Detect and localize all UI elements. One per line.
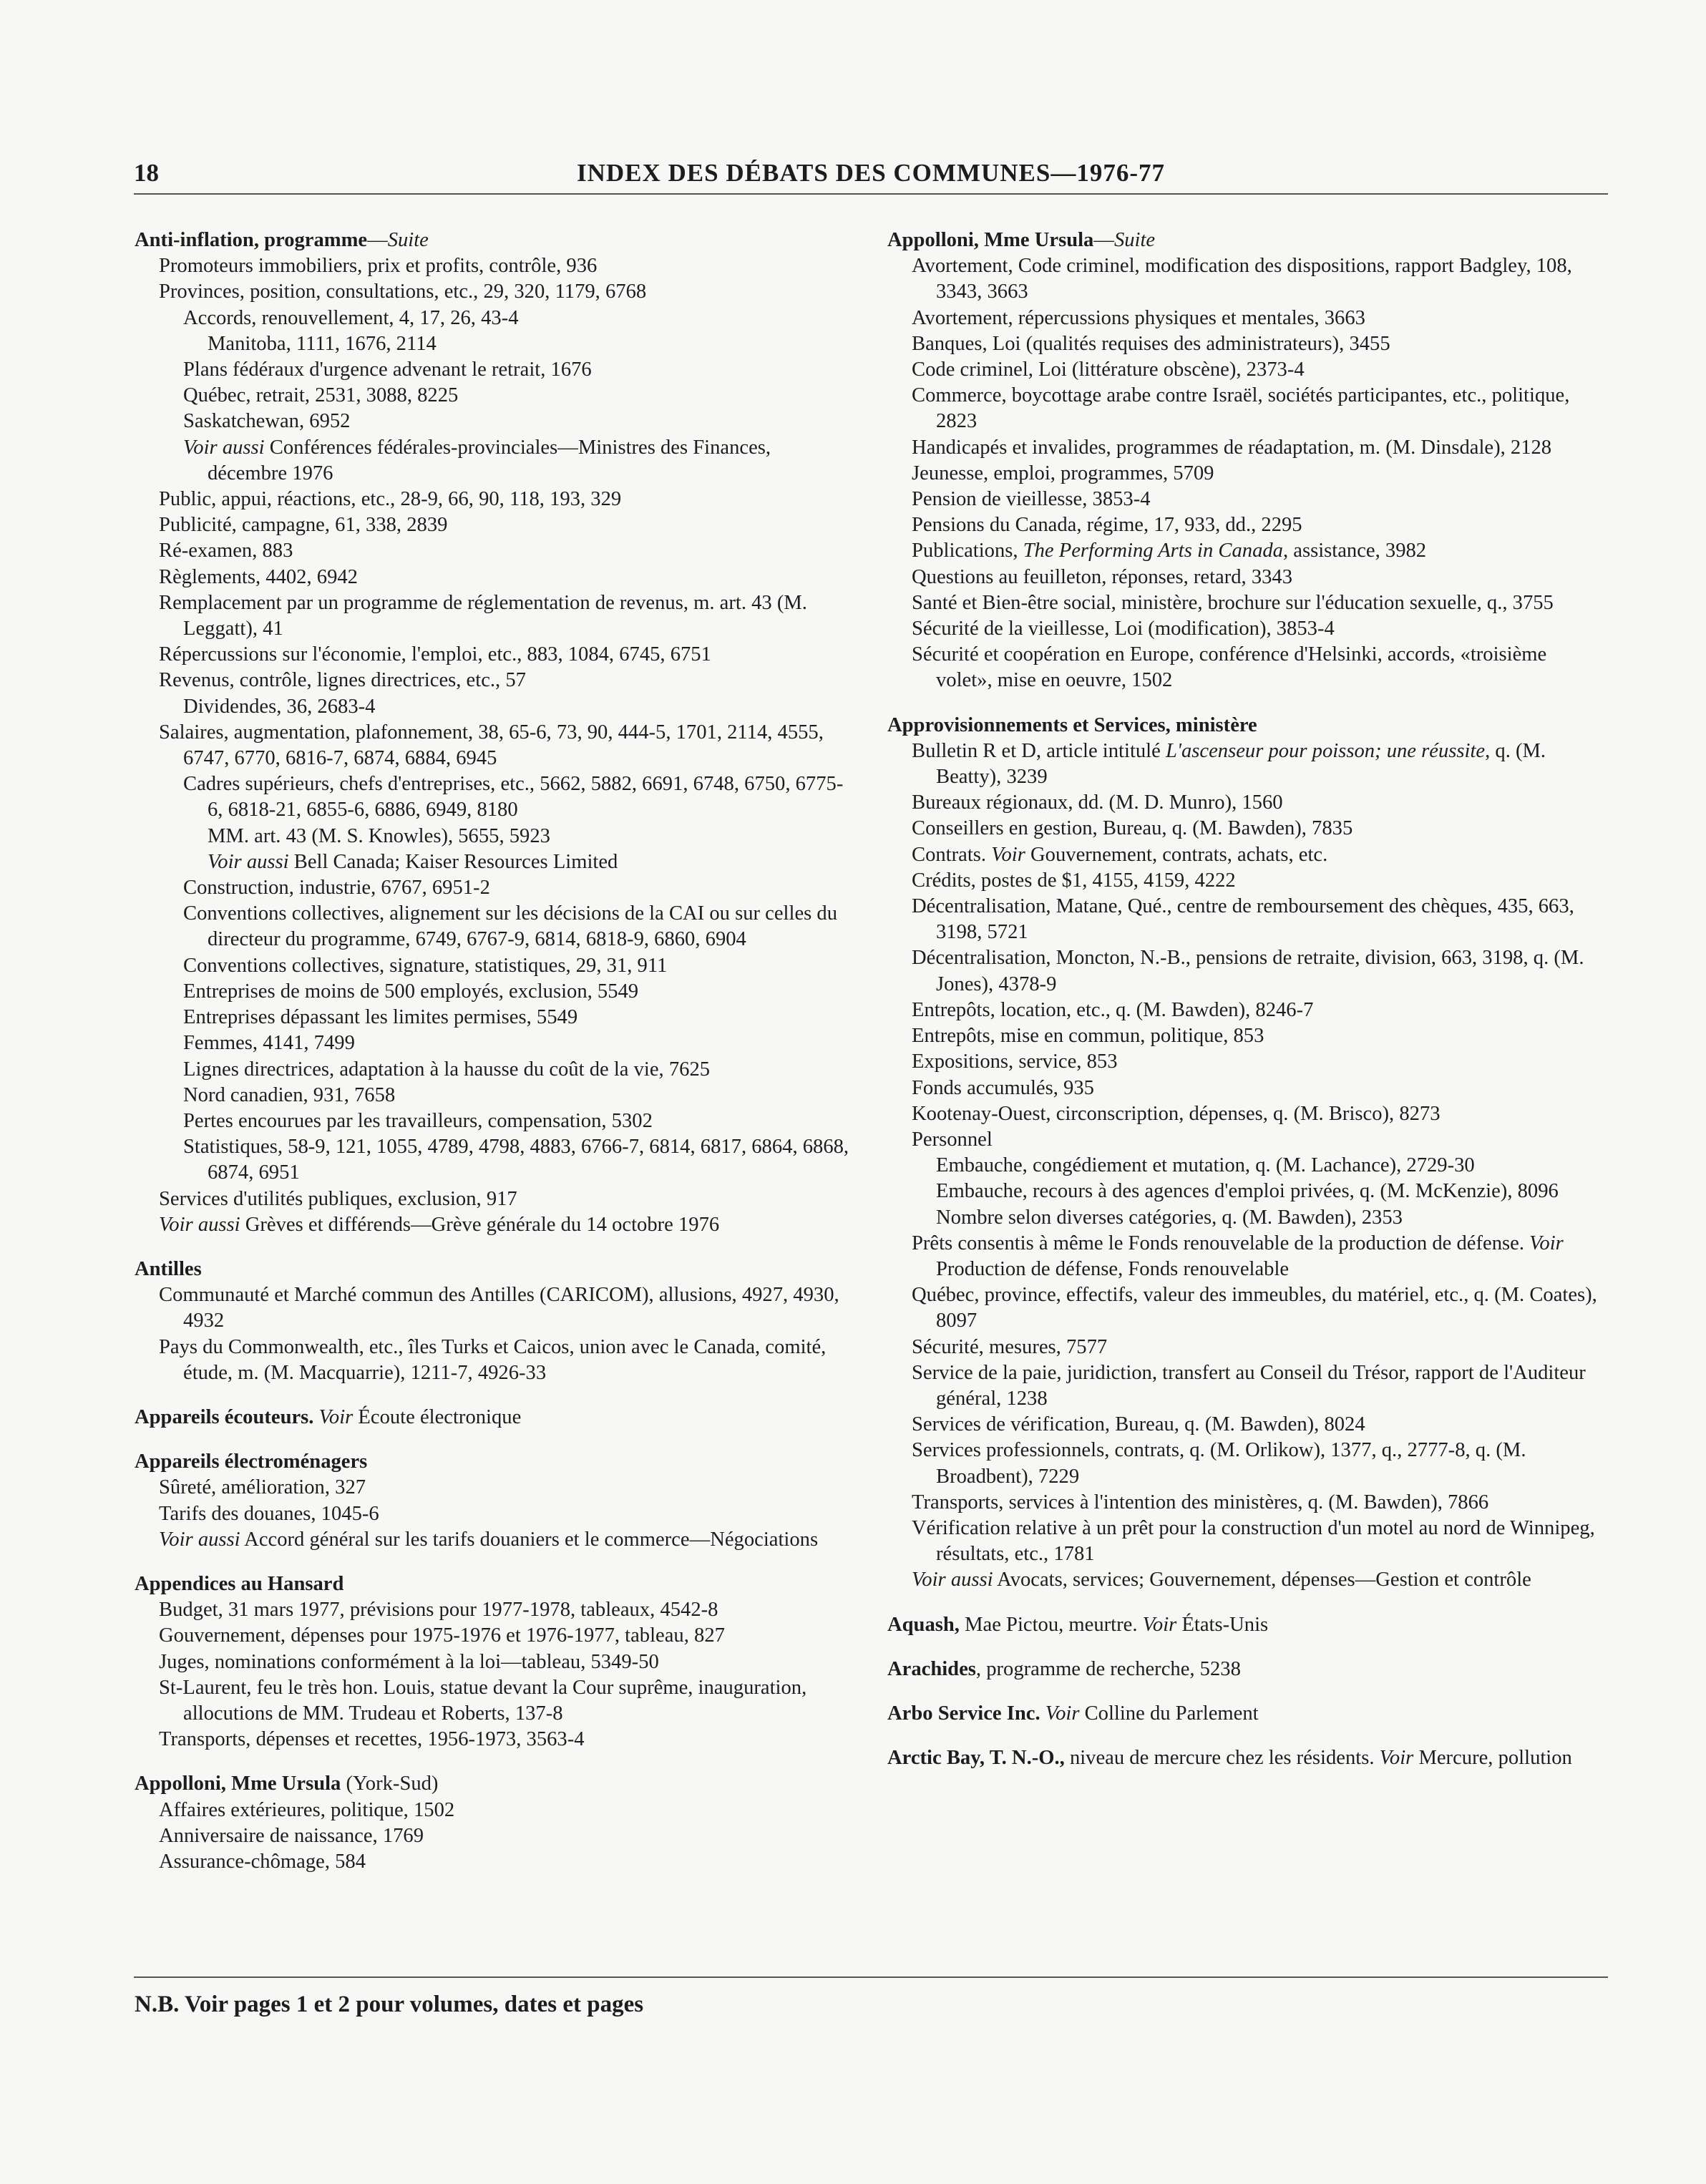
page-number: 18 — [134, 159, 159, 187]
index-subentry — [135, 979, 850, 1005]
index-heading — [135, 228, 850, 253]
index-text: Dividendes, 36, 2683-4 — [183, 695, 376, 718]
index-subentry — [135, 1335, 850, 1386]
index-text: Services d'utilités publiques, exclusion, 917 — [159, 1187, 517, 1210]
index-subentry — [887, 512, 1603, 538]
index-subentry — [887, 738, 1603, 790]
index-subentry — [887, 1049, 1603, 1075]
index-text: Code criminel, Loi (littérature obscène), 2373-4 — [912, 359, 1305, 381]
index-entry — [887, 1745, 1603, 1771]
index-text: Anti-inflation, programme — [135, 229, 368, 251]
index-subentry — [135, 1475, 850, 1501]
index-text: Arbo Service Inc. — [887, 1702, 1040, 1725]
index-text: L'ascenseur pour poisson; une réussite — [1165, 739, 1486, 762]
index-text: Approvisionnements et Services, ministère — [887, 713, 1257, 736]
index-subentry — [135, 253, 850, 279]
index-text: Lignes directrices, adaptation à la hausse du coût de la vie, 7625 — [183, 1058, 711, 1081]
index-text: Saskatchewan, 6952 — [183, 410, 351, 433]
index-subentry — [135, 901, 850, 952]
index-text: Entrepôts, mise en commun, politique, 853 — [912, 1025, 1264, 1048]
index-text: Banques, Loi (qualités requises des administrateurs), 3455 — [912, 332, 1390, 355]
index-subentry — [135, 565, 850, 590]
index-subentry — [135, 331, 850, 357]
index-text: Ré-examen, 883 — [159, 540, 293, 562]
index-text — [313, 1406, 318, 1428]
index-text: Québec, retrait, 2531, 3088, 8225 — [183, 384, 459, 407]
index-text: Communauté et Marché commun des Antilles (CARICOM), allusions, 4927, 4930, 4932 — [159, 1284, 839, 1332]
index-subentry — [135, 1727, 850, 1752]
index-entry — [135, 1257, 850, 1386]
index-entry — [887, 713, 1603, 1594]
index-heading — [135, 1571, 850, 1597]
index-text: Accord général sur les tarifs douaniers et le commerce—Négociations — [240, 1528, 819, 1551]
index-text: Sécurité, mesures, 7577 — [912, 1335, 1108, 1358]
index-text: Santé et Bien-être social, ministère, brochure sur l'éducation sexuelle, q., 3755 — [912, 591, 1554, 614]
index-subentry — [135, 487, 850, 512]
index-heading — [887, 713, 1603, 738]
index-subentry — [135, 1501, 850, 1527]
index-text: Personnel — [912, 1128, 993, 1151]
index-subentry — [887, 1127, 1603, 1153]
index-subentry — [135, 512, 850, 538]
index-text: Voir — [1529, 1232, 1564, 1254]
index-subentry — [135, 953, 850, 979]
index-text: Écoute électronique — [353, 1405, 522, 1428]
index-text: Décentralisation, Matane, Qué., centre de remboursement des chèques, 435, 663, 3198, 5721 — [912, 895, 1574, 944]
index-subentry — [887, 331, 1603, 357]
index-subentry — [135, 1675, 850, 1727]
index-text: Mae Pictou, meurtre. — [959, 1613, 1143, 1636]
index-text: Voir — [1142, 1613, 1177, 1636]
index-column-left — [135, 228, 850, 1893]
index-subentry — [135, 279, 850, 305]
index-heading — [887, 1745, 1603, 1771]
index-subentry — [887, 1076, 1603, 1101]
index-text: Vérification relative à un prêt pour la construction d'un motel au nord de Winnipeg, résultats, etc., 1781 — [912, 1516, 1595, 1566]
index-subentry — [887, 1360, 1603, 1412]
index-entry — [135, 1449, 850, 1553]
index-text: Revenus, contrôle, lignes directrices, etc., 57 — [159, 669, 526, 692]
index-text: Promoteurs immobiliers, prix et profits, contrôle, 936 — [159, 255, 598, 278]
index-subentry — [887, 487, 1603, 512]
index-subentry — [135, 1186, 850, 1212]
index-subentry — [135, 357, 850, 383]
index-text: Colline du Parlement — [1079, 1702, 1259, 1725]
index-subentry — [135, 1030, 850, 1056]
index-text: Voir aussi — [159, 1213, 240, 1236]
index-text: Publications, — [912, 540, 1023, 562]
index-text: Nord canadien, 931, 7658 — [183, 1083, 396, 1106]
index-text: Voir aussi — [159, 1528, 240, 1551]
index-subentry — [887, 998, 1603, 1023]
index-subentry — [887, 1516, 1603, 1567]
index-subentry — [887, 1335, 1603, 1360]
index-text: , assistance, 3982 — [1282, 540, 1427, 562]
index-text: , programme de recherche, 5238 — [975, 1657, 1241, 1680]
index-subentry — [887, 1179, 1603, 1204]
index-subentry — [135, 1798, 850, 1823]
index-text: Pays du Commonwealth, etc., îles Turks et Caicos, union avec le Canada, comité, étude, m. (M. Macquarrie), 1211-7, 4926-33 — [159, 1335, 827, 1384]
index-subentry — [887, 945, 1603, 997]
index-text: , q. (M. Beatty), 3239 — [936, 739, 1546, 789]
index-text: Voir — [1379, 1747, 1414, 1770]
index-subentry — [887, 642, 1603, 693]
index-entry — [887, 1657, 1603, 1682]
index-subentry — [887, 461, 1603, 487]
index-text: — — [367, 229, 388, 251]
index-subentry — [887, 1412, 1603, 1438]
index-text: Voir — [991, 843, 1025, 866]
index-text: Gouvernement, dépenses pour 1975-1976 et 1976-1977, tableau, 827 — [159, 1624, 725, 1647]
index-subentry — [887, 1205, 1603, 1231]
index-subentry — [135, 1849, 850, 1875]
index-subentry — [135, 383, 850, 409]
index-text: Gouvernement, contrats, achats, etc. — [1025, 843, 1328, 866]
index-text: Entrepôts, location, etc., q. (M. Bawden), 8246-7 — [912, 998, 1314, 1021]
index-text: Conseillers en gestion, Bureau, q. (M. Bawden), 7835 — [912, 817, 1353, 840]
index-entry — [887, 1701, 1603, 1727]
index-subentry — [887, 590, 1603, 616]
index-subentry — [887, 616, 1603, 642]
index-text: Manitoba, 1111, 1676, 2114 — [208, 332, 437, 355]
index-text: Expositions, service, 853 — [912, 1050, 1118, 1073]
index-heading — [887, 1612, 1603, 1638]
index-text: Voir — [318, 1405, 354, 1428]
index-text: Mercure, pollution — [1413, 1747, 1572, 1770]
index-text: Voir aussi — [208, 850, 289, 873]
index-subentry — [887, 253, 1603, 305]
index-text: Entreprises de moins de 500 employés, exclusion, 5549 — [183, 980, 639, 1003]
index-text: Embauche, congédiement et mutation, q. (M. Lachance), 2729-30 — [936, 1154, 1475, 1177]
index-text: Québec, province, effectifs, valeur des immeubles, du matériel, etc., q. (M. Coates), 8097 — [912, 1284, 1597, 1332]
index-subentry — [135, 849, 850, 875]
index-subentry — [887, 357, 1603, 383]
index-text: Handicapés et invalides, programmes de réadaptation, m. (M. Dinsdale), 2128 — [912, 436, 1552, 459]
index-text: Femmes, 4141, 7499 — [183, 1032, 355, 1055]
index-text: Arctic Bay, T. N.-O., — [887, 1747, 1065, 1770]
index-subentry — [887, 1153, 1603, 1179]
index-entry — [135, 228, 850, 1238]
index-text: Appareils écouteurs. — [135, 1405, 314, 1428]
index-heading — [887, 228, 1603, 253]
index-text: — — [1093, 229, 1114, 251]
index-subentry — [135, 1134, 850, 1186]
index-text: Crédits, postes de $1, 4155, 4159, 4222 — [912, 869, 1236, 892]
index-text: Transports, dépenses et recettes, 1956-1973, 3563-4 — [159, 1728, 585, 1751]
index-text: Construction, industrie, 6767, 6951-2 — [183, 877, 490, 900]
index-text: Voir aussi — [183, 436, 265, 459]
index-subentry — [135, 1083, 850, 1108]
index-column-right — [887, 228, 1603, 1790]
index-heading — [887, 1657, 1603, 1682]
index-text: Conventions collectives, signature, statistiques, 29, 31, 911 — [183, 954, 668, 977]
index-text: Avortement, répercussions physiques et mentales, 3663 — [912, 306, 1365, 329]
index-text: États-Unis — [1176, 1613, 1269, 1636]
index-subentry — [887, 1282, 1603, 1334]
index-text: The Performing Arts in Canada — [1023, 540, 1283, 562]
index-subentry — [135, 875, 850, 901]
index-subentry — [887, 842, 1603, 868]
index-text: Antilles — [135, 1257, 202, 1280]
index-text: Pension de vieillesse, 3853-4 — [912, 488, 1151, 511]
index-subentry — [887, 1438, 1603, 1489]
index-text: Pertes encourues par les travailleurs, compensation, 5302 — [183, 1109, 653, 1132]
index-text: Décentralisation, Moncton, N.-B., pensions de retraite, division, 663, 3198, q. (M. Jones), 4378-9 — [912, 947, 1584, 995]
index-subentry — [887, 894, 1603, 945]
index-text: Sécurité et coopération en Europe, conférence d'Helsinki, accords, «troisième volet», mise en oeuvre, 1502 — [912, 643, 1547, 692]
index-text: Bell Canada; Kaiser Resources Limited — [288, 850, 618, 873]
index-text: Services professionnels, contrats, q. (M. Orlikow), 1377, q., 2777-8, q. (M. Broadbent), 7229 — [912, 1439, 1526, 1488]
index-text: Avocats, services; Gouvernement, dépenses—Gestion et contrôle — [993, 1569, 1531, 1591]
footer-note: N.B. Voir pages 1 et 2 pour volumes, dates et pages — [135, 1992, 644, 2017]
index-text: Publicité, campagne, 61, 338, 2839 — [159, 514, 448, 537]
index-text: Prêts consentis à même le Fonds renouvelable de la production de défense. — [912, 1232, 1530, 1254]
index-heading — [135, 1771, 850, 1797]
index-subentry — [887, 868, 1603, 894]
index-text: Fonds accumulés, 935 — [912, 1076, 1094, 1099]
running-title: INDEX DES DÉBATS DES COMMUNES—1976-77 — [576, 159, 1165, 187]
index-text: Contrats. — [912, 843, 992, 866]
index-text: Appolloni, Mme Ursula — [135, 1773, 341, 1795]
index-subentry — [135, 771, 850, 823]
index-text: Salaires, augmentation, plafonnement, 38, 65-6, 73, 90, 444-5, 1701, 2114, 4555, 6747, 6770, 6816-7, 6874, 6884, 6945 — [159, 721, 824, 770]
index-text: Bureaux régionaux, dd. (M. D. Munro), 1560 — [912, 791, 1283, 814]
index-text: Transports, services à l'intention des ministères, q. (M. Bawden), 7866 — [912, 1491, 1489, 1513]
index-subentry — [135, 435, 850, 487]
index-text: Suite — [387, 229, 429, 251]
index-text: Embauche, recours à des agences d'emploi privées, q. (M. McKenzie), 8096 — [936, 1180, 1559, 1203]
index-text: (York-Sud) — [341, 1773, 439, 1795]
index-subentry — [887, 1023, 1603, 1049]
index-subentry — [887, 565, 1603, 590]
index-text: Services de vérification, Bureau, q. (M. Bawden), 8024 — [912, 1413, 1365, 1436]
index-subentry — [135, 694, 850, 720]
index-text: Cadres supérieurs, chefs d'entreprises, etc., 5662, 5882, 6691, 6748, 6750, 6775-6, 6818-21, 6855-6, 6886, 6949, 8180 — [183, 773, 844, 822]
index-subentry — [887, 1490, 1603, 1516]
index-subentry — [135, 668, 850, 693]
index-entry — [887, 1612, 1603, 1638]
index-entry — [135, 1571, 850, 1752]
index-text: Affaires extérieures, politique, 1502 — [159, 1798, 455, 1821]
index-heading — [135, 1405, 850, 1430]
index-subentry — [887, 306, 1603, 331]
index-subentry — [135, 590, 850, 642]
index-text: Appendices au Hansard — [135, 1572, 344, 1595]
index-subentry — [135, 1212, 850, 1238]
index-text: niveau de mercure chez les résidents. — [1064, 1747, 1380, 1770]
index-text: Assurance-chômage, 584 — [159, 1850, 366, 1873]
index-text: Répercussions sur l'économie, l'emploi, etc., 883, 1084, 6745, 6751 — [159, 643, 711, 666]
index-text: Nombre selon diverses catégories, q. (M. Bawden), 2353 — [936, 1206, 1403, 1229]
index-text: Production de défense, Fonds renouvelable — [936, 1257, 1290, 1280]
index-subentry — [887, 1231, 1603, 1282]
index-subentry — [135, 1005, 850, 1030]
index-text: Kootenay-Ouest, circonscription, dépenses, q. (M. Brisco), 8273 — [912, 1102, 1441, 1125]
index-subentry — [887, 1567, 1603, 1593]
index-subentry — [135, 306, 850, 331]
index-heading — [135, 1257, 850, 1282]
index-subentry — [135, 642, 850, 668]
index-text: Statistiques, 58-9, 121, 1055, 4789, 4798, 4883, 6766-7, 6814, 6817, 6864, 6868, 6874, 6951 — [183, 1136, 849, 1184]
index-subentry — [887, 383, 1603, 434]
index-text: Juges, nominations conformément à la loi—tableau, 5349-50 — [159, 1650, 659, 1673]
index-text: St-Laurent, feu le très hon. Louis, statue devant la Cour suprême, inauguration, allocutions de MM. Trudeau et Roberts, 137-8 — [159, 1676, 807, 1725]
header-rule — [134, 193, 1608, 195]
index-text: Sûreté, amélioration, 327 — [159, 1476, 366, 1499]
index-subentry — [135, 1823, 850, 1849]
index-subentry — [135, 720, 850, 771]
index-subentry — [887, 1101, 1603, 1127]
index-text: Plans fédéraux d'urgence advenant le retrait, 1676 — [183, 359, 592, 381]
index-subentry — [135, 409, 850, 434]
index-text: Suite — [1113, 229, 1156, 251]
index-entry — [135, 1771, 850, 1875]
index-text: Bulletin R et D, article intitulé — [912, 739, 1166, 762]
index-text: Commerce, boycottage arabe contre Israël, sociétés participantes, etc., politique, 2823 — [912, 384, 1570, 433]
index-text: Voir — [1045, 1702, 1080, 1725]
index-text: Aquash, — [887, 1613, 960, 1636]
index-text: Sécurité de la vieillesse, Loi (modification), 3853-4 — [912, 618, 1335, 640]
index-text: Grèves et différends—Grève générale du 14 octobre 1976 — [240, 1213, 720, 1236]
index-subentry — [887, 538, 1603, 564]
index-subentry — [135, 1597, 850, 1623]
index-text — [1040, 1702, 1045, 1725]
footer-rule — [134, 1976, 1608, 1978]
index-heading — [887, 1701, 1603, 1727]
index-text: Anniversaire de naissance, 1769 — [159, 1824, 424, 1847]
index-text: Entreprises dépassant les limites permises, 5549 — [183, 1006, 578, 1029]
index-text: Accords, renouvellement, 4, 17, 26, 43-4 — [183, 306, 519, 329]
index-text: Règlements, 4402, 6942 — [159, 565, 358, 588]
index-subentry — [135, 538, 850, 564]
index-text: Remplacement par un programme de réglementation de revenus, m. art. 43 (M. Leggatt), 41 — [159, 591, 807, 640]
index-heading — [135, 1449, 850, 1475]
index-text: Questions au feuilleton, réponses, retard, 3343 — [912, 565, 1293, 588]
index-entry — [887, 228, 1603, 694]
index-text: Tarifs des douanes, 1045-6 — [159, 1502, 379, 1525]
index-text: MM. art. 43 (M. S. Knowles), 5655, 5923 — [208, 824, 550, 847]
index-text: Conventions collectives, alignement sur les décisions de la CAI ou sur celles du directeur du programme, 6749, 6767-9, 6814, 6818-9, 6860, 6904 — [183, 902, 838, 951]
index-text: Public, appui, réactions, etc., 28-9, 66, 90, 118, 193, 329 — [159, 488, 622, 511]
index-subentry — [887, 816, 1603, 842]
index-text: Pensions du Canada, régime, 17, 933, dd., 2295 — [912, 514, 1302, 537]
page-header — [134, 159, 1608, 192]
index-subentry — [135, 824, 850, 849]
index-subentry — [135, 1108, 850, 1134]
index-text: Appolloni, Mme Ursula — [887, 229, 1094, 251]
index-text: Arachides — [887, 1657, 976, 1680]
index-text: Provinces, position, consultations, etc., 29, 320, 1179, 6768 — [159, 281, 647, 303]
index-subentry — [887, 790, 1603, 816]
index-text: Avortement, Code criminel, modification des dispositions, rapport Badgley, 108, 3343, 3663 — [912, 255, 1572, 303]
index-subentry — [135, 1282, 850, 1334]
index-subentry — [135, 1527, 850, 1553]
index-subentry — [135, 1057, 850, 1083]
index-text: Budget, 31 mars 1977, prévisions pour 1977-1978, tableaux, 4542-8 — [159, 1599, 718, 1622]
index-subentry — [135, 1623, 850, 1649]
index-text: Appareils électroménagers — [135, 1451, 368, 1473]
index-text: Conférences fédérales-provinciales—Ministres des Finances, décembre 1976 — [208, 436, 771, 484]
index-subentry — [887, 435, 1603, 461]
index-text: Voir aussi — [912, 1569, 993, 1591]
index-subentry — [135, 1649, 850, 1675]
index-text: Service de la paie, juridiction, transfert au Conseil du Trésor, rapport de l'Auditeur général, 1238 — [912, 1361, 1586, 1410]
index-entry — [135, 1405, 850, 1430]
index-text: Jeunesse, emploi, programmes, 5709 — [912, 462, 1214, 484]
